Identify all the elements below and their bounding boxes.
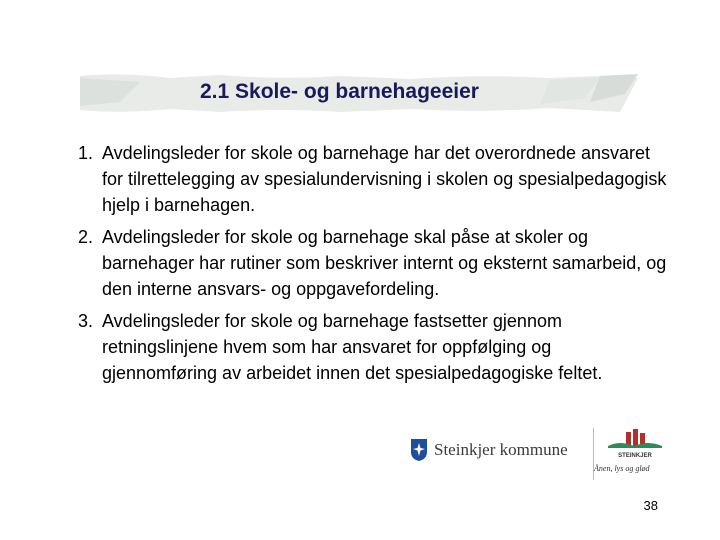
coat-of-arms-icon	[410, 438, 428, 462]
requirements-list	[78, 140, 668, 392]
list-item-number: 1.	[78, 143, 94, 163]
list-item	[78, 224, 668, 302]
page-number: 38	[643, 498, 658, 513]
steinkjer-kommune-logo	[410, 438, 568, 462]
list-item-number: 3.	[78, 311, 94, 331]
list-item	[78, 308, 668, 386]
steinkjer-logo	[600, 428, 670, 467]
list-item-text: Avdelingsleder for skole og barnehage fastsetter gjennom retningslinjene hvem som har ansvaret for oppfølging og gjennomføring av arbeidet innen det spesialpedagogiske feltet.	[102, 311, 603, 383]
kommune-name: Steinkjer kommune	[434, 440, 568, 459]
list-item-text: Avdelingsleder for skole og barnehage har det overordnede ansvaret for tilrettelegging av spesialundervisning i skolen og spesialpedagogisk hjelp i barnehagen.	[102, 143, 667, 215]
list-item-number: 2.	[78, 227, 94, 247]
list-item	[78, 140, 668, 218]
slide-title: 2.1 Skole- og barnehageeier	[200, 80, 479, 103]
list-item-text: Avdelingsleder for skole og barnehage skal påse at skoler og barnehager har rutiner som beskriver internt og eksternt samarbeid, og den interne ansvars- og oppgavefordeling.	[102, 227, 667, 299]
steinkjer-skyline-icon	[600, 428, 670, 462]
steinkjer-slogan: Ånen, lys og glød	[594, 464, 650, 473]
steinkjer-label: STEINKJER	[618, 453, 652, 459]
